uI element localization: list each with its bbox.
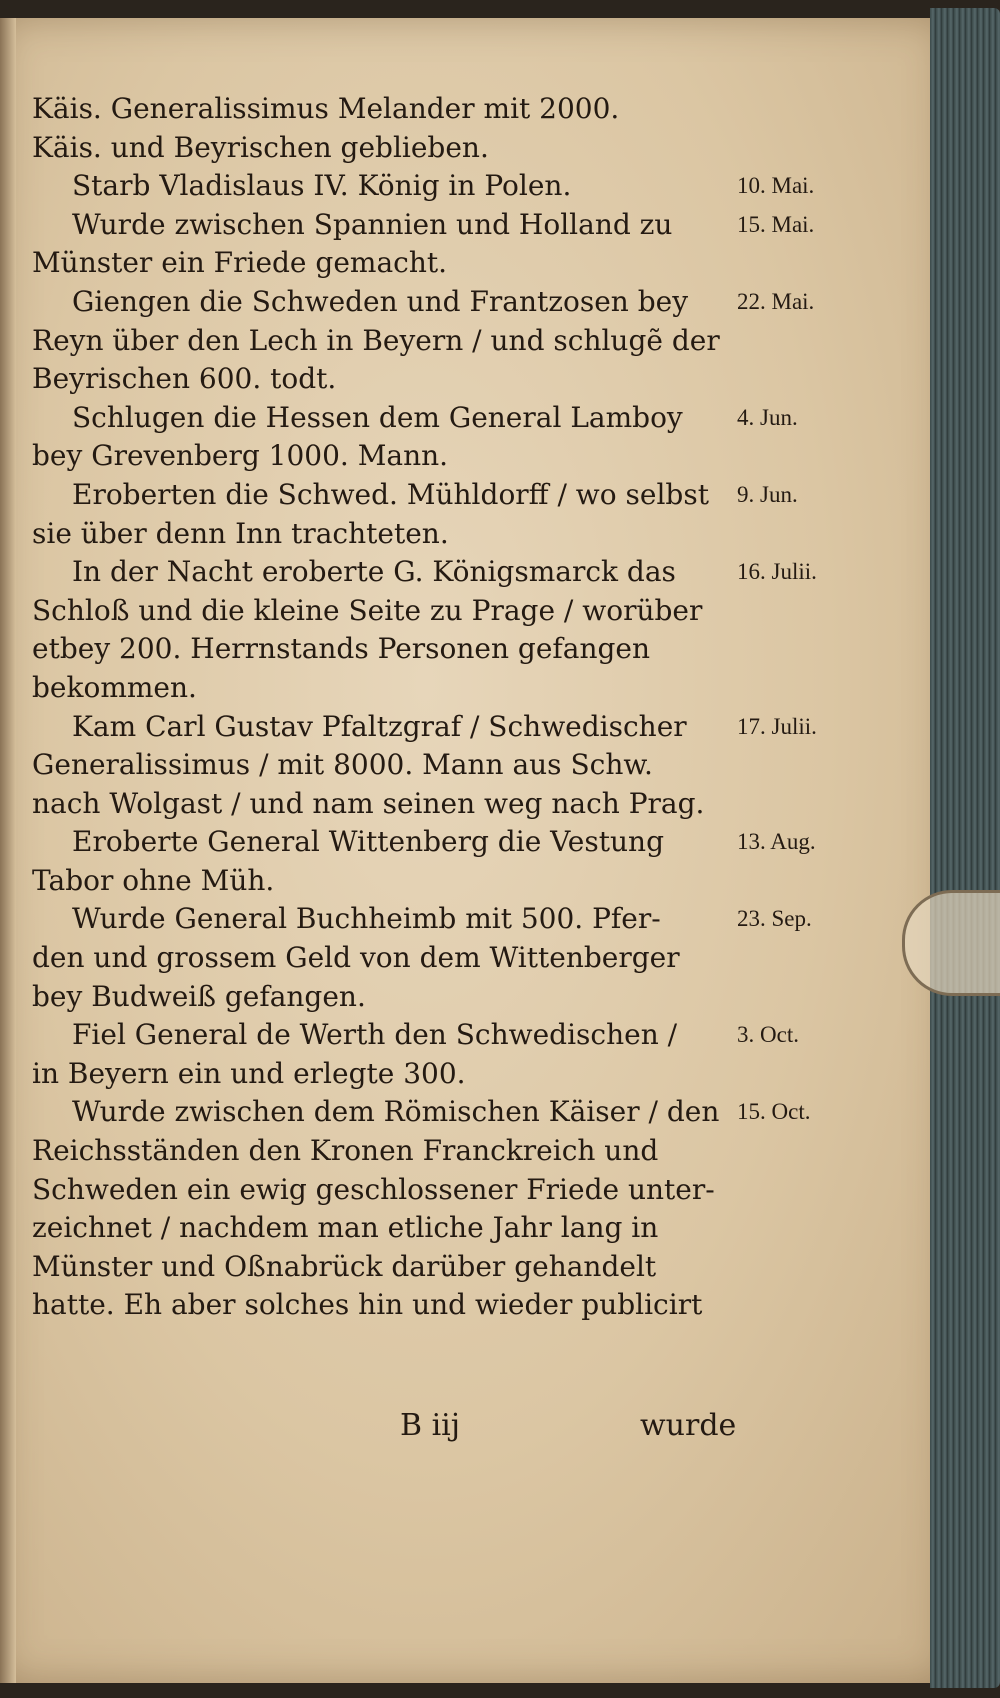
line-text: Wurde General Buchheimb mit 500. Pfer- xyxy=(72,902,661,936)
text-line xyxy=(32,1093,892,1132)
line-text: den und grossem Geld von dem Wittenberger xyxy=(32,941,680,975)
text-line xyxy=(32,939,892,978)
line-text: bey Grevenberg 1000. Mann. xyxy=(32,439,449,473)
text-line xyxy=(32,746,892,785)
text-line xyxy=(32,630,892,669)
line-text: Schweden ein ewig geschlossener Friede unter- xyxy=(32,1172,715,1206)
line-text: Reyn über den Lech in Beyern / und schlugẽ der xyxy=(32,323,720,357)
line-text: bey Budweiß gefangen. xyxy=(32,979,366,1013)
text-line xyxy=(32,823,892,862)
line-text: Wurde zwischen dem Römischen Käiser / den xyxy=(72,1095,720,1129)
text-line xyxy=(32,592,892,631)
text-line xyxy=(32,553,892,592)
text-line xyxy=(32,322,892,361)
text-line xyxy=(32,90,892,129)
text-line xyxy=(32,1171,892,1210)
text-line xyxy=(32,476,892,515)
line-text: Giengen die Schweden und Frantzosen bey xyxy=(72,284,689,318)
line-text: Käis. Generalissimus Melander mit 2000. xyxy=(32,92,620,125)
text-line xyxy=(32,900,892,939)
text-line xyxy=(32,1209,892,1248)
text-line xyxy=(32,1248,892,1287)
text-line xyxy=(32,1132,892,1171)
text-line xyxy=(32,437,892,476)
margin-date: 13. Aug. xyxy=(737,829,816,855)
page-edges xyxy=(930,8,1000,1688)
line-text: zeichnet / nachdem man etliche Jahr lang in xyxy=(32,1211,659,1245)
line-text: Münster ein Friede gemacht. xyxy=(32,246,448,280)
text-line xyxy=(32,1286,892,1325)
line-text: Beyrischen 600. todt. xyxy=(32,362,337,396)
line-text: hatte. Eh aber solches hin und wieder publicirt xyxy=(32,1288,703,1322)
margin-date: 9. Jun. xyxy=(737,481,798,507)
margin-date: 22. Mai. xyxy=(737,288,815,314)
line-text: Generalissimus / mit 8000. Mann aus Schw. xyxy=(32,748,653,782)
text-line xyxy=(32,206,892,245)
line-text: Käis. und Beyrischen geblieben. xyxy=(32,130,489,164)
text-line xyxy=(32,978,892,1017)
line-text: In der Nacht eroberte G. Königsmarck das xyxy=(72,555,676,589)
line-text: nach Wolgast / und nam seinen weg nach Prag. xyxy=(32,786,705,820)
line-text: in Beyern ein und erlegte 300. xyxy=(32,1056,466,1090)
line-text: Reichsständen den Kronen Franckreich und xyxy=(32,1134,659,1168)
line-text: Münster und Oßnabrück darüber gehandelt xyxy=(32,1249,657,1283)
line-text: Fiel General de Werth den Schwedischen / xyxy=(72,1018,678,1052)
line-text: Eroberte General Wittenberg die Vestung xyxy=(72,825,664,859)
text-line xyxy=(32,360,892,399)
line-text: Schloß und die kleine Seite zu Prage / worüber xyxy=(32,593,703,627)
signature-mark: B iij xyxy=(400,1408,461,1443)
text-line xyxy=(32,129,892,168)
line-text: Starb Vladislaus IV. König in Polen. xyxy=(72,169,572,203)
text-line xyxy=(32,862,892,901)
text-line xyxy=(32,167,892,206)
margin-date: 16. Julii. xyxy=(737,559,817,585)
margin-date: 15. Mai. xyxy=(737,211,815,237)
catchword: wurde xyxy=(640,1408,737,1443)
page-tab xyxy=(902,890,1000,996)
text-line xyxy=(32,399,892,438)
line-text: Schlugen die Hessen dem General Lamboy xyxy=(72,400,683,434)
line-text: bekommen. xyxy=(32,670,197,704)
text-line xyxy=(32,515,892,554)
margin-date: 10. Mai. xyxy=(737,173,815,199)
chronicle-text xyxy=(32,90,892,1325)
margin-date: 3. Oct. xyxy=(737,1022,799,1048)
text-line xyxy=(32,283,892,322)
text-line xyxy=(32,785,892,824)
margin-date: 17. Julii. xyxy=(737,713,817,739)
line-text: Wurde zwischen Spannien und Holland zu xyxy=(72,207,673,241)
line-text: etbey 200. Herrnstands Personen gefangen xyxy=(32,632,651,666)
page-footer xyxy=(0,1408,900,1448)
text-line xyxy=(32,1016,892,1055)
margin-date: 15. Oct. xyxy=(737,1099,811,1125)
line-text: Tabor ohne Müh. xyxy=(32,863,275,897)
text-line xyxy=(32,244,892,283)
text-line xyxy=(32,1055,892,1094)
line-text: sie über denn Inn trachteten. xyxy=(32,516,449,550)
line-text: Kam Carl Gustav Pfaltzgraf / Schwedischer xyxy=(72,709,687,743)
text-line xyxy=(32,669,892,708)
text-line xyxy=(32,708,892,747)
margin-date: 4. Jun. xyxy=(737,404,798,430)
margin-date: 23. Sep. xyxy=(737,906,812,932)
line-text: Eroberten die Schwed. Mühldorff / wo selbst xyxy=(72,477,709,511)
